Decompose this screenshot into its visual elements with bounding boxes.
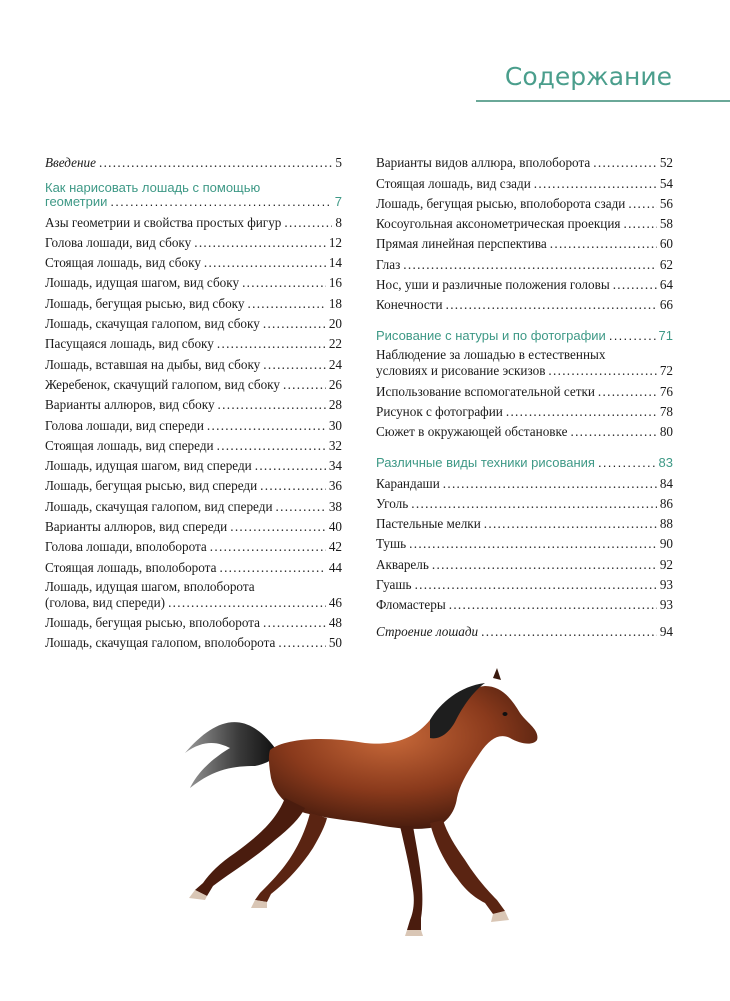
- entry-title: Лошадь, бегущая рысью, вид спереди: [45, 478, 258, 494]
- entry-page: 71: [658, 328, 673, 344]
- toc-entry[interactable]: [376, 272, 673, 292]
- entry-page: 84: [659, 475, 673, 491]
- toc-section-nature[interactable]: [376, 323, 673, 343]
- toc-entry[interactable]: [376, 592, 673, 612]
- toc-entry[interactable]: [376, 251, 673, 271]
- toc-entry[interactable]: [45, 209, 342, 229]
- dot-leader: [260, 478, 326, 493]
- entry-page: 80: [659, 424, 673, 440]
- entry-title: Гуашь: [376, 577, 412, 593]
- entry-title: Голова лошади, вид спереди: [45, 417, 204, 433]
- toc-entry[interactable]: [45, 392, 342, 412]
- toc-entry[interactable]: [45, 554, 342, 574]
- toc-entry[interactable]: [45, 331, 342, 351]
- entry-title: Лошадь, вставшая на дыбы, вид сбоку: [45, 356, 261, 372]
- toc-entry[interactable]: [45, 270, 342, 290]
- entry-title: Стоящая лошадь, вид спереди: [45, 437, 214, 453]
- section-title: Рисование с натуры и по фотографии: [376, 328, 606, 344]
- entry-page: 48: [328, 614, 342, 630]
- entry-title: Конечности: [376, 297, 443, 313]
- dot-leader: [534, 176, 657, 191]
- entry-title-line1: Наблюдение за лошадью в естественных: [376, 347, 606, 363]
- entry-page: 60: [659, 236, 673, 252]
- section-title-line1: Как нарисовать лошадь с помощью: [45, 180, 261, 196]
- dot-leader: [598, 384, 657, 399]
- entry-page: 38: [328, 498, 342, 514]
- entry-title: Строение лошади: [376, 623, 479, 639]
- toc-entry[interactable]: [376, 231, 673, 251]
- entry-page: 93: [659, 597, 673, 613]
- toc-entry-intro[interactable]: [45, 150, 342, 170]
- toc-entry[interactable]: [376, 511, 673, 531]
- entry-page: 72: [659, 363, 673, 379]
- dot-leader: [263, 615, 326, 630]
- toc-entry-multiline[interactable]: [376, 347, 673, 378]
- entry-title: Лошадь, идущая шагом, вид сбоку: [45, 275, 240, 291]
- toc-list-techniques: [376, 470, 673, 612]
- entry-page: 44: [328, 559, 342, 575]
- entry-page: 22: [328, 336, 342, 352]
- entry-title: Варианты аллюров, вид спереди: [45, 519, 228, 535]
- eye: [503, 712, 508, 716]
- dot-leader: [609, 328, 656, 343]
- entry-title: Карандаши: [376, 475, 440, 491]
- entry-title: Глаз: [376, 256, 401, 272]
- entry-page: 46: [328, 594, 342, 610]
- toc-entry[interactable]: [45, 453, 342, 473]
- toc-entry[interactable]: [376, 211, 673, 231]
- toc-entry[interactable]: [376, 170, 673, 190]
- toc-entry[interactable]: [45, 534, 342, 554]
- entry-page: 52: [659, 155, 673, 171]
- toc-entry[interactable]: [45, 412, 342, 432]
- entry-page: 30: [328, 417, 342, 433]
- dot-leader: [409, 536, 657, 551]
- dot-leader: [204, 255, 326, 270]
- toc-entry[interactable]: [376, 491, 673, 511]
- entry-page: 56: [659, 195, 673, 211]
- ear: [493, 668, 501, 680]
- dot-leader: [218, 397, 326, 412]
- dot-leader: [255, 458, 326, 473]
- dot-leader: [570, 424, 656, 439]
- dot-leader: [276, 499, 326, 514]
- dot-leader: [598, 455, 656, 470]
- dot-leader: [446, 297, 657, 312]
- toc-entry[interactable]: [376, 419, 673, 439]
- fore-leg-back: [400, 826, 422, 930]
- dot-leader: [242, 275, 326, 290]
- toc-list-nature: [376, 378, 673, 439]
- entry-title: Пасущаяся лошадь, вид сбоку: [45, 336, 214, 352]
- entry-title: Нос, уши и различные положения головы: [376, 277, 610, 293]
- toc-entry[interactable]: [45, 473, 342, 493]
- dot-leader: [217, 438, 326, 453]
- entry-title: Голова лошади, вполоборота: [45, 539, 207, 555]
- dot-leader: [230, 519, 326, 534]
- dot-leader: [168, 595, 326, 610]
- toc-entry[interactable]: [376, 399, 673, 419]
- entry-page: 78: [659, 403, 673, 419]
- dot-leader: [411, 496, 657, 511]
- dot-leader: [550, 236, 657, 251]
- entry-page: 86: [659, 495, 673, 511]
- entry-page: 83: [658, 455, 673, 471]
- toc-entry[interactable]: [45, 514, 342, 534]
- entry-page: 20: [328, 316, 342, 332]
- dot-leader: [263, 357, 326, 372]
- entry-title: Лошадь, идущая шагом, вид спереди: [45, 458, 252, 474]
- entry-title: Лошадь, скачущая галопом, вид спереди: [45, 498, 273, 514]
- entry-title: Уголь: [376, 495, 409, 511]
- entry-page: 40: [328, 519, 342, 535]
- entry-title: Прямая линейная перспектива: [376, 236, 547, 252]
- dot-leader: [219, 560, 325, 575]
- entry-title: Жеребенок, скачущий галопом, вид сбоку: [45, 376, 280, 392]
- entry-page: 93: [659, 577, 673, 593]
- toc-entry[interactable]: [376, 531, 673, 551]
- entry-page: 58: [659, 216, 673, 232]
- body: [269, 686, 538, 829]
- dot-leader: [207, 418, 326, 433]
- toc-entry[interactable]: [45, 311, 342, 331]
- entry-title: Введение: [45, 155, 96, 171]
- entry-page: 50: [328, 635, 342, 651]
- entry-page: 16: [328, 275, 342, 291]
- dot-leader: [217, 336, 326, 351]
- entry-page: 66: [659, 297, 673, 313]
- dot-leader: [432, 557, 657, 572]
- entry-page: 14: [328, 255, 342, 271]
- dot-leader: [210, 539, 326, 554]
- toc-entry[interactable]: [45, 630, 342, 650]
- entry-page: 92: [659, 556, 673, 572]
- toc-list-geometry-end: [45, 610, 342, 651]
- entry-title: Рисунок с фотографии: [376, 403, 503, 419]
- toc-entry[interactable]: [45, 610, 342, 630]
- entry-title: Акварель: [376, 556, 429, 572]
- entry-title: Лошадь, бегущая рысью, вид сбоку: [45, 295, 245, 311]
- toc-list-geometry-cont: [376, 150, 673, 312]
- entry-title: Стоящая лошадь, вид сзади: [376, 175, 531, 191]
- dot-leader: [278, 635, 325, 650]
- entry-page: 5: [335, 155, 342, 171]
- toc-entry[interactable]: [45, 250, 342, 270]
- entry-title: Пастельные мелки: [376, 516, 481, 532]
- toc-right-column: [376, 150, 673, 639]
- entry-page: 7: [334, 194, 342, 210]
- entry-page: 42: [328, 539, 342, 555]
- toc-entry[interactable]: [45, 351, 342, 371]
- title-underline: [476, 100, 730, 102]
- entry-page: 94: [659, 623, 673, 639]
- tail: [185, 722, 275, 788]
- entry-page: 34: [328, 458, 342, 474]
- dot-leader: [443, 476, 657, 491]
- entry-title-line2: (голова, вид спереди): [45, 594, 166, 610]
- toc-entry[interactable]: [376, 572, 673, 592]
- entry-title-line1: Лошадь, идущая шагом, вполоборота: [45, 578, 255, 594]
- toc-left-column: [45, 150, 342, 650]
- dot-leader: [194, 235, 326, 250]
- dot-leader: [263, 316, 326, 331]
- toc-entry-multiline[interactable]: [45, 579, 342, 610]
- entry-title: Азы геометрии и свойства простых фигур: [45, 214, 282, 230]
- dot-leader: [548, 363, 656, 378]
- entry-page: 90: [659, 536, 673, 552]
- entry-title: Сюжет в окружающей обстановке: [376, 424, 568, 440]
- dot-leader: [593, 155, 657, 170]
- entry-title: Лошадь, бегущая рысью, вполоборота: [45, 614, 261, 630]
- entry-title: Лошадь, скачущая галопом, вид сбоку: [45, 316, 260, 332]
- dot-leader: [415, 577, 657, 592]
- entry-title: Лошадь, бегущая рысью, вполоборота сзади: [376, 195, 626, 211]
- toc-entry[interactable]: [376, 470, 673, 490]
- toc-entry[interactable]: [45, 433, 342, 453]
- entry-title: Варианты видов аллюра, вполоборота: [376, 155, 591, 171]
- entry-title: Стоящая лошадь, вполоборота: [45, 559, 217, 575]
- entry-page: 88: [659, 516, 673, 532]
- toc-entry[interactable]: [376, 378, 673, 398]
- toc-list-geometry: [45, 209, 342, 574]
- entry-page: 76: [659, 383, 673, 399]
- toc-entry[interactable]: [45, 493, 342, 513]
- entry-title: Косоугольная аксонометрическая проекция: [376, 216, 621, 232]
- dot-leader: [481, 624, 657, 639]
- dot-leader: [99, 155, 332, 170]
- entry-title: Варианты аллюров, вид сбоку: [45, 397, 215, 413]
- toc-section-geometry[interactable]: [45, 181, 342, 209]
- dot-leader: [484, 516, 657, 531]
- entry-title-row: [45, 594, 342, 610]
- entry-page: 36: [328, 478, 342, 494]
- horse-illustration: [175, 668, 555, 948]
- toc-entry[interactable]: [376, 551, 673, 571]
- section-title-line2: геометрии: [45, 194, 108, 210]
- toc-entry[interactable]: [376, 191, 673, 211]
- toc-entry-anatomy[interactable]: [376, 618, 673, 638]
- hind-leg-front: [195, 798, 305, 896]
- hoof: [405, 930, 423, 936]
- entry-page: 12: [328, 234, 342, 250]
- fore-leg-front: [430, 820, 505, 914]
- dot-leader: [283, 377, 326, 392]
- entry-title: Использование вспомогательной сетки: [376, 383, 595, 399]
- toc-entry[interactable]: [45, 230, 342, 250]
- dot-leader: [248, 296, 326, 311]
- entry-page: 32: [328, 437, 342, 453]
- toc-entry[interactable]: [376, 150, 673, 170]
- toc-entry[interactable]: [376, 292, 673, 312]
- dot-leader: [623, 216, 656, 231]
- entry-title-line2: условиях и рисование эскизов: [376, 363, 546, 379]
- entry-title: Фломастеры: [376, 597, 446, 613]
- toc-section-techniques[interactable]: [376, 450, 673, 470]
- entry-title: Голова лошади, вид сбоку: [45, 234, 192, 250]
- section-title: Различные виды техники рисования: [376, 455, 595, 471]
- dot-leader: [110, 194, 331, 209]
- toc-entry[interactable]: [45, 372, 342, 392]
- entry-page: 8: [335, 214, 342, 230]
- entry-page: 28: [328, 397, 342, 413]
- entry-page: 24: [328, 356, 342, 372]
- entry-page: 26: [328, 376, 342, 392]
- hind-leg-back: [255, 813, 327, 902]
- entry-page: 18: [328, 295, 342, 311]
- toc-entry[interactable]: [45, 290, 342, 310]
- dot-leader: [613, 277, 657, 292]
- dot-leader: [403, 257, 657, 272]
- entry-title-row: [376, 362, 673, 378]
- section-title-row: [45, 194, 342, 209]
- dot-leader: [284, 215, 332, 230]
- entry-page: 54: [659, 175, 673, 191]
- entry-page: 64: [659, 277, 673, 293]
- dot-leader: [506, 404, 657, 419]
- entry-title: Стоящая лошадь, вид сбоку: [45, 255, 201, 271]
- entry-page: 62: [659, 256, 673, 272]
- dot-leader: [449, 597, 657, 612]
- page-title: Содержание: [504, 62, 672, 91]
- entry-title: Тушь: [376, 536, 407, 552]
- entry-title: Лошадь, скачущая галопом, вполоборота: [45, 635, 276, 651]
- dot-leader: [628, 196, 656, 211]
